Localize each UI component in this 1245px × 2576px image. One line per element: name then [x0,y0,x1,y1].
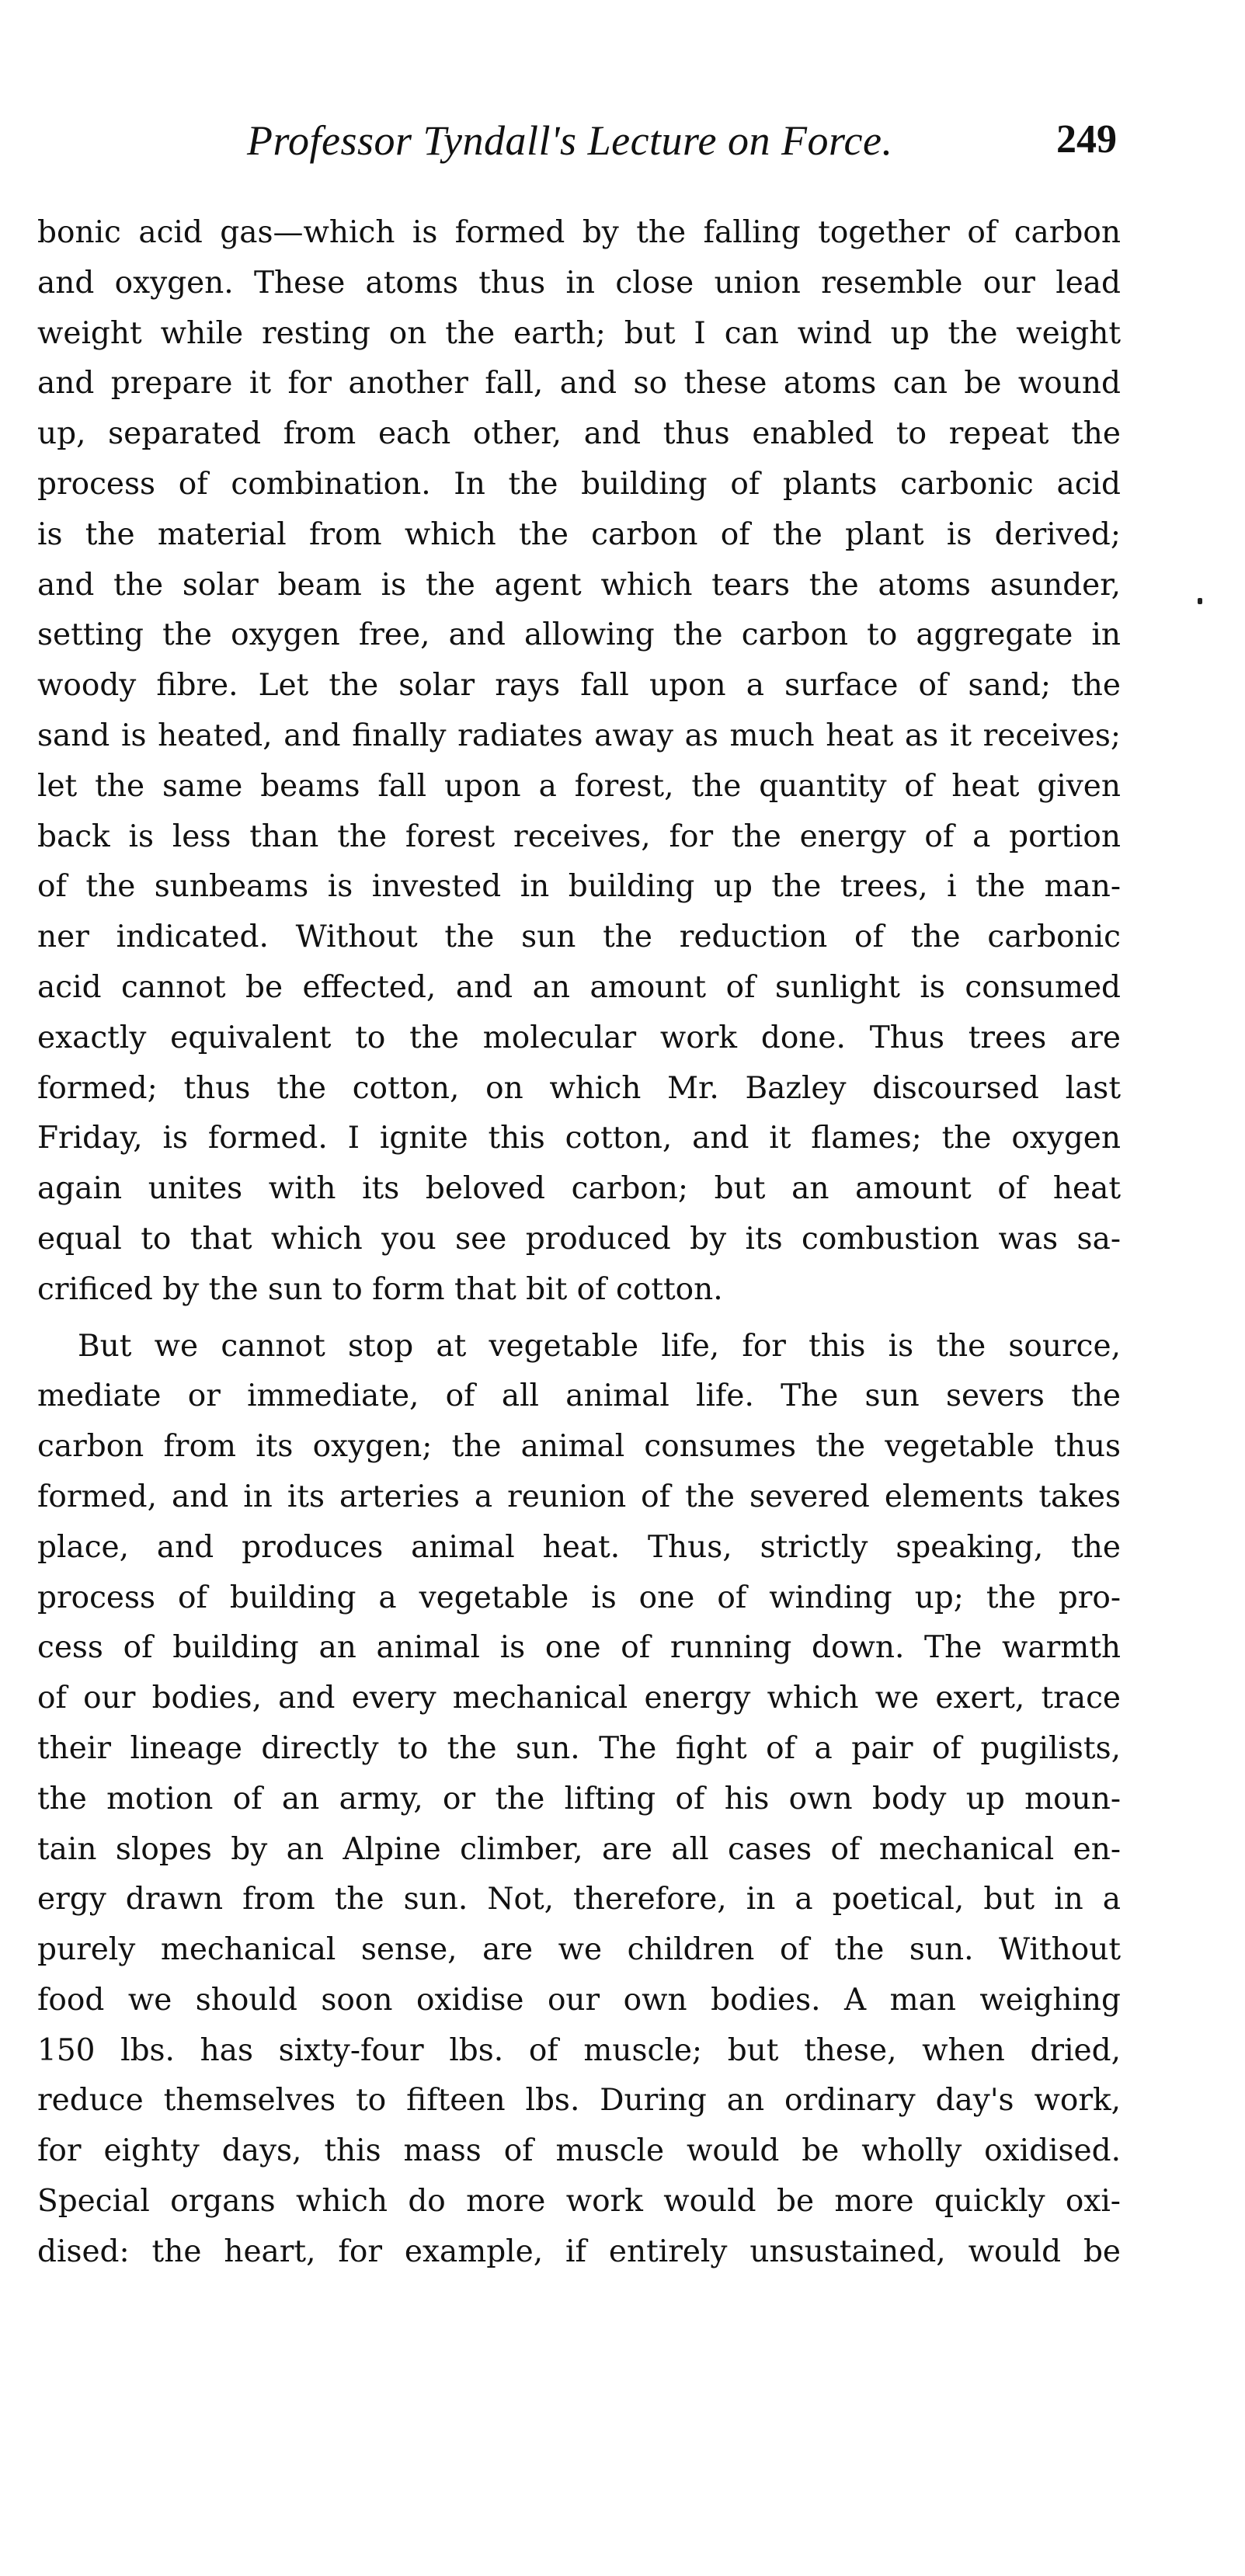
text-line: of our bodies, and every mechanical energy which we exert, trace [37,1681,1121,1716]
paragraph-2 [37,1322,1121,2278]
body-text [37,208,1121,2278]
stray-ink-mark [1198,598,1202,604]
text-line: and the solar beam is the agent which tears the atoms asunder, [37,567,1121,603]
text-line: crificed by the sun to form that bit of cotton. [37,1271,723,1307]
text-line: process of building a vegetable is one of winding up; the pro- [37,1580,1121,1615]
text-line: dised: the heart, for example, if entirely unsustained, would be [37,2234,1121,2269]
text-line: carbon from its oxygen; the animal consumes the vegetable thus [37,1429,1121,1465]
text-line: ergy drawn from the sun. Not, therefore, in a poetical, but in a [37,1882,1121,1917]
text-line: and prepare it for another fall, and so these atoms can be wound [37,366,1121,402]
text-line: acid cannot be effected, and an amount of sunlight is consumed [37,969,1121,1005]
text-line: Friday, is formed. I ignite this cotton, and it flames; the oxygen [37,1121,1121,1156]
paragraph-1 [37,208,1121,1316]
text-line: back is less than the forest receives, for the energy of a portion [37,819,1121,854]
text-line: and oxygen. These atoms thus in close union resemble our lead [37,265,1121,301]
running-head [37,116,1117,171]
text-line: their lineage directly to the sun. The fight of a pair of pugilists, [37,1730,1121,1766]
paragraph-gap [37,1316,1121,1322]
running-title: Professor Tyndall's Lecture on Force. [247,117,893,164]
text-line: weight while resting on the earth; but I can wind up the weight [37,315,1121,351]
text-line: formed, and in its arteries a reunion of the severed elements takes [37,1479,1121,1514]
text-line: food we should soon oxidise our own bodies. A man weighing [37,1982,1121,2018]
text-line: equal to that which you see produced by its combustion was sa- [37,1221,1121,1257]
text-line: process of combination. In the building of plants carbonic acid [37,466,1121,502]
text-line: the motion of an army, or the lifting of his own body up moun- [37,1781,1121,1816]
text-line: for eighty days, this mass of muscle would be wholly oxidised. [37,2133,1121,2169]
text-line: ner indicated. Without the sun the reduction of the carbonic [37,920,1121,955]
text-line: purely mechanical sense, are we children of the sun. Without [37,1932,1121,1968]
text-line: place, and produces animal heat. Thus, strictly speaking, the [37,1529,1121,1565]
text-line: tain slopes by an Alpine climber, are all cases of mechanical en- [37,1831,1121,1867]
text-line: bonic acid gas—which is formed by the falling together of carbon [37,215,1121,250]
text-line: setting the oxygen free, and allowing the carbon to aggregate in [37,617,1121,653]
text-line: let the same beams fall upon a forest, the quantity of heat given [37,768,1121,804]
text-line: again unites with its beloved carbon; but an amount of heat [37,1171,1121,1207]
text-line: woody fibre. Let the solar rays fall upon a surface of sand; the [37,668,1121,704]
text-line: exactly equivalent to the molecular work done. Thus trees are [37,1020,1121,1055]
text-line: formed; thus the cotton, on which Mr. Bazley discoursed last [37,1070,1121,1106]
text-line: mediate or immediate, of all animal life. The sun severs the [37,1378,1121,1414]
text-line: reduce themselves to fifteen lbs. During an ordinary day's work, [37,2083,1121,2119]
text-line: But we cannot stop at vegetable life, for this is the source, [78,1328,1121,1364]
text-line: up, separated from each other, and thus enabled to repeat the [37,416,1121,452]
page-number: 249 [1056,117,1117,162]
text-line: is the material from which the carbon of the plant is derived; [37,516,1121,552]
text-line: sand is heated, and finally radiates away as much heat as it receives; [37,718,1121,753]
text-line: Special organs which do more work would be more quickly oxi- [37,2184,1121,2220]
text-line: of the sunbeams is invested in building up the trees, i the man- [37,869,1121,905]
text-line: 150 lbs. has sixty-four lbs. of muscle; but these, when dried, [37,2032,1121,2068]
text-line: cess of building an animal is one of running down. The warmth [37,1630,1121,1666]
